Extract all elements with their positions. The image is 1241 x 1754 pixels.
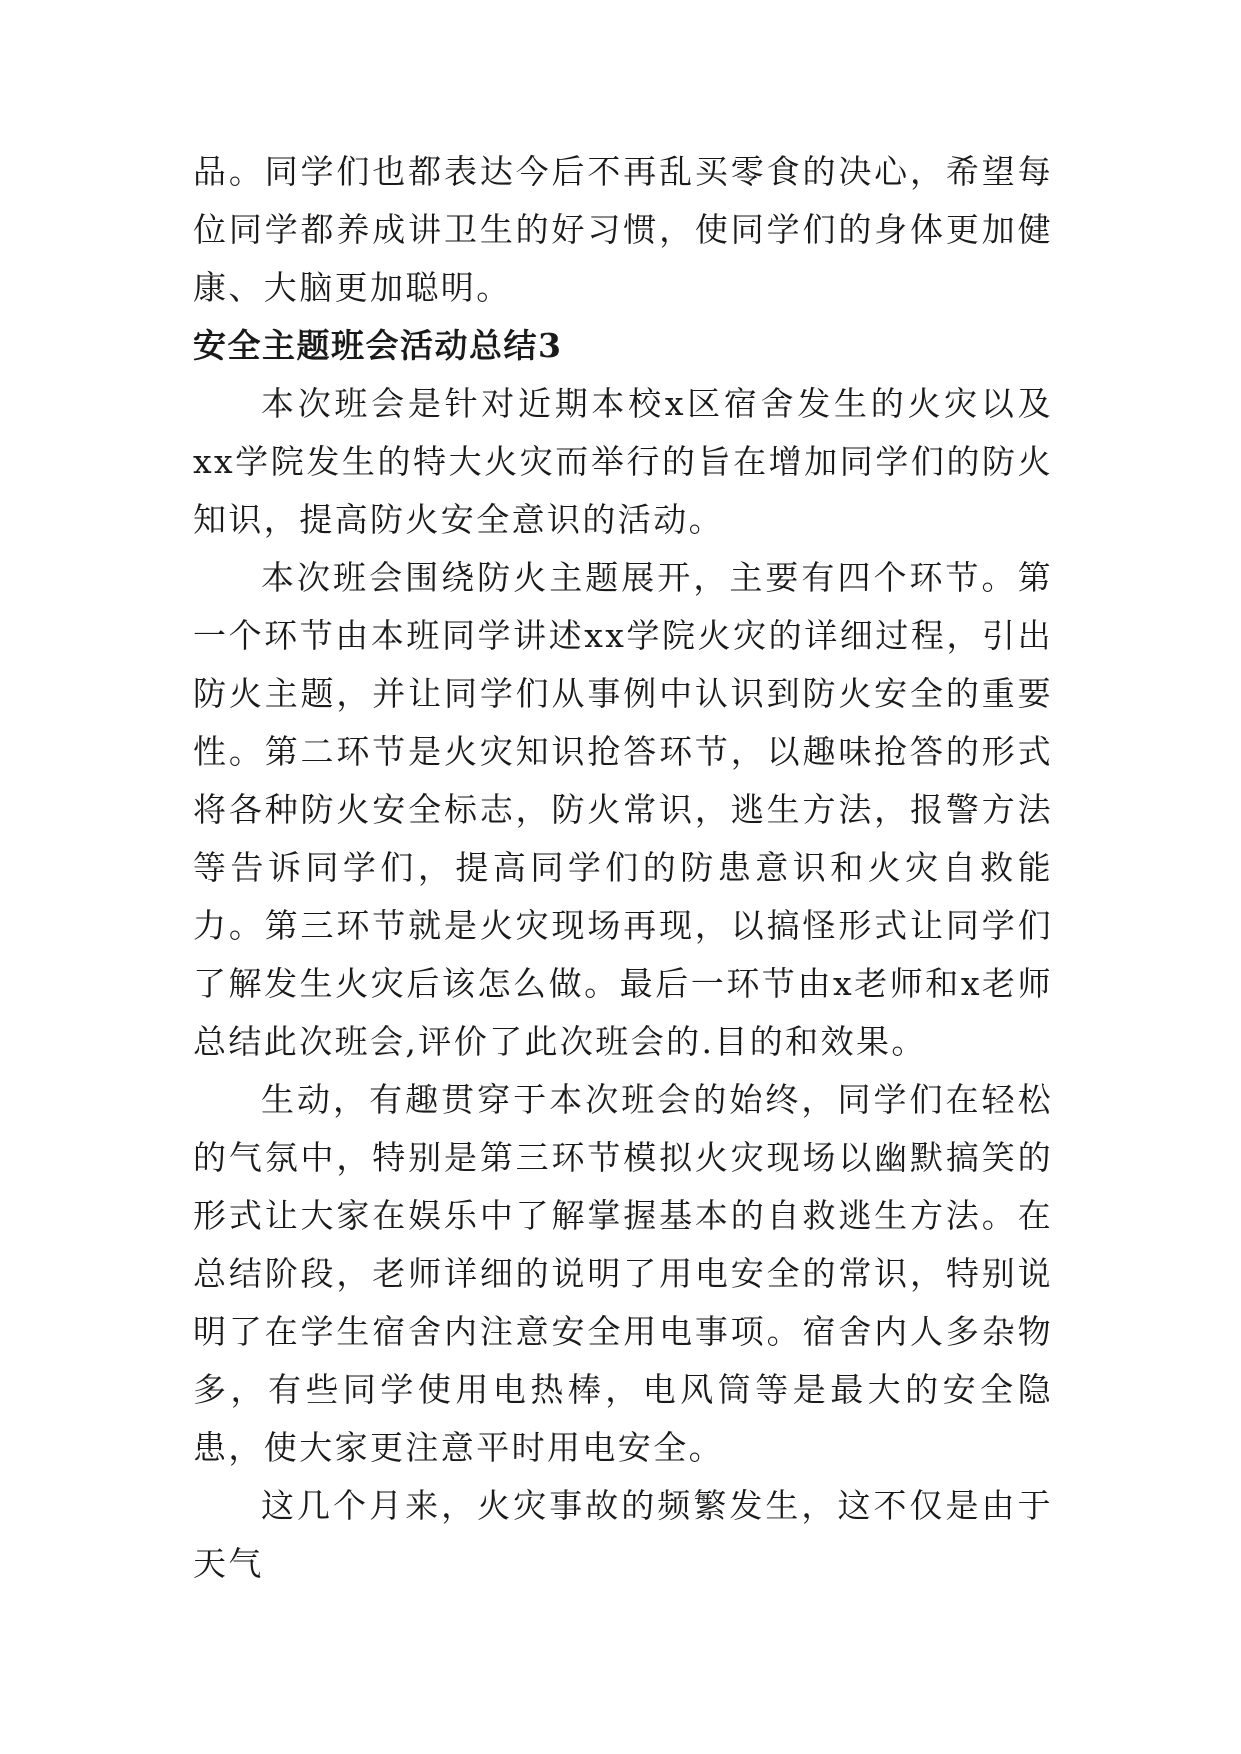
- section-heading: 安全主题班会活动总结3: [193, 326, 563, 365]
- document-page: [193, 143, 1053, 1593]
- paragraph-stages: 本次班会围绕防火主题展开，主要有四个环节。第一个环节由本班同学讲述xx学院火灾的详细过程，引出防火主题，并让同学们从事例中认识到防火安全的重要性。第二环节是火灾知识抢答环节，以趣味抢答的形式将各种防火安全标志，防火常识，逃生方法，报警方法等告诉同学们，提高同学们的防患意识和火灾自救能力。第三环节就是火灾现场再现，以搞怪形式让同学们了解发生火灾后该怎么做。最后一环节由x老师和x老师总结此次班会,评价了此次班会的.目的和效果。: [193, 558, 1053, 1061]
- paragraph-continuation: 品。同学们也都表达今后不再乱买零食的决心，希望每位同学都养成讲卫生的好习惯，使同学们的身体更加健康、大脑更加聪明。: [193, 152, 1053, 307]
- paragraph-summary: 生动，有趣贯穿于本次班会的始终，同学们在轻松的气氛中，特别是第三环节模拟火灾现场以幽默搞笑的形式让大家在娱乐中了解掌握基本的自救逃生方法。在总结阶段，老师详细的说明了用电安全的常识，特别说明了在学生宿舍内注意安全用电事项。宿舍内人多杂物多，有些同学使用电热棒，电风筒等是最大的安全隐患，使大家更注意平时用电安全。: [193, 1080, 1053, 1467]
- paragraph-closing: 这几个月来，火灾事故的频繁发生，这不仅是由于天气: [193, 1486, 1053, 1583]
- paragraph-intro: 本次班会是针对近期本校x区宿舍发生的火灾以及xx学院发生的特大火灾而举行的旨在增加同学们的防火知识，提高防火安全意识的活动。: [193, 384, 1053, 539]
